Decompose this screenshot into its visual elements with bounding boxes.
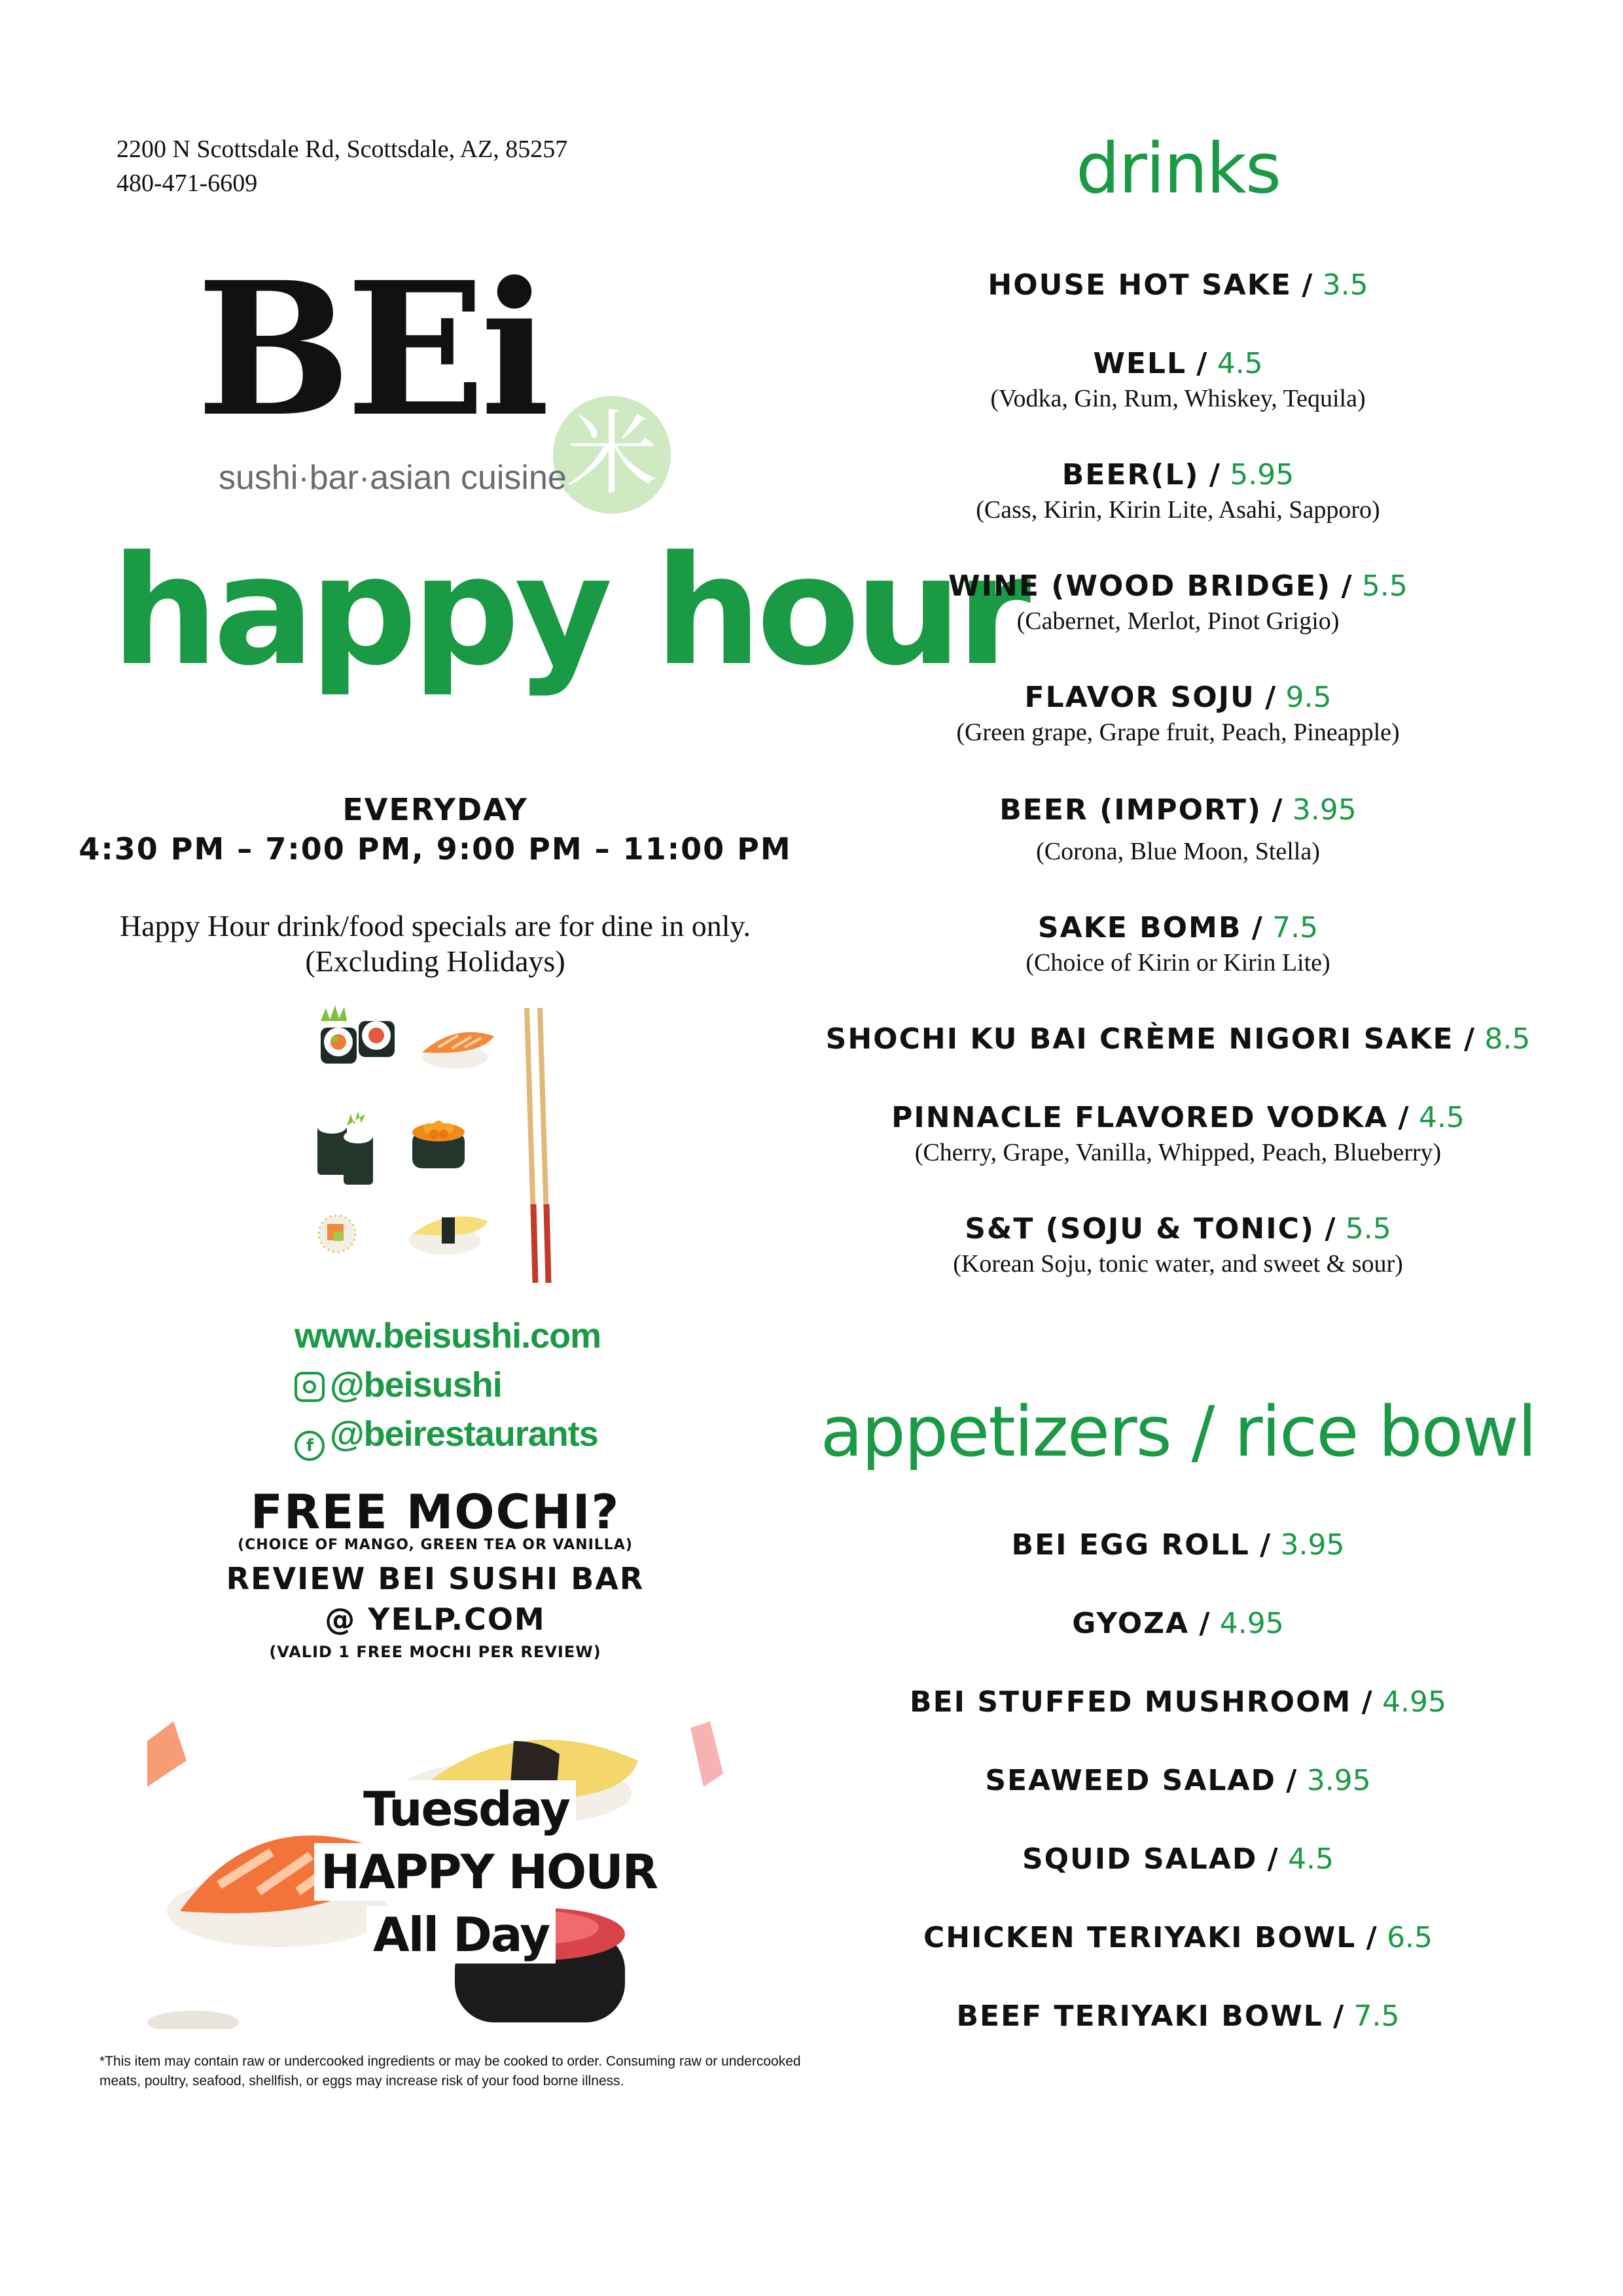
sushi-illustration (308, 1001, 582, 1289)
price-separator: / (1189, 1607, 1220, 1640)
instagram-icon (294, 1372, 325, 1402)
drink-price: 8.5 (1484, 1022, 1531, 1056)
price-separator: / (1275, 1764, 1307, 1797)
drink-name: PINNACLE FLAVORED VODKA (891, 1101, 1389, 1134)
appetizer-name: BEI EGG ROLL (1011, 1528, 1250, 1562)
drink-price: 4.5 (1217, 347, 1263, 380)
price-separator: / (1241, 911, 1273, 944)
drink-price: 4.5 (1418, 1101, 1465, 1134)
drink-description: (Corona, Blue Moon, Stella) (1036, 838, 1320, 865)
logo-wordmark: BEi (196, 242, 545, 457)
happy-hour-days: EVERYDAY (342, 792, 528, 827)
drink-price: 5.5 (1345, 1212, 1391, 1246)
drink-item (785, 1101, 1571, 1167)
drink-item (785, 268, 1571, 302)
drink-name: FLAVOR SOJU (1024, 681, 1255, 714)
instagram-handle[interactable]: @beisushi (330, 1365, 502, 1405)
price-separator: / (1323, 2000, 1354, 2033)
drink-description: (Korean Soju, tonic water, and sweet & sour) (953, 1250, 1403, 1278)
facebook-icon: f (294, 1431, 325, 1461)
drink-description: (Vodka, Gin, Rum, Whiskey, Tequila) (990, 385, 1366, 412)
drink-item (785, 793, 1571, 866)
drink-item (785, 911, 1571, 977)
drink-description: (Cabernet, Merlot, Pinot Grigio) (1016, 607, 1340, 635)
happy-hour-title: happy hour (111, 524, 1026, 699)
appetizer-price: 6.5 (1387, 1921, 1433, 1954)
price-separator: / (1356, 1921, 1387, 1954)
maki-roll-icon (321, 1005, 395, 1064)
drink-item (785, 347, 1571, 413)
price-separator: / (1331, 569, 1362, 603)
drink-name: WELL (1093, 347, 1186, 380)
cucumber-maki-icon (317, 1111, 373, 1185)
tuesday-line2: HAPPY HOUR (314, 1843, 664, 1901)
drink-item (785, 1022, 1571, 1056)
website-link[interactable]: www.beisushi.com (294, 1316, 601, 1355)
drink-item (785, 681, 1571, 747)
phone-number: 480-471-6609 (116, 170, 258, 197)
price-separator: / (1351, 1685, 1382, 1719)
tamago-nigiri-icon (409, 1216, 488, 1255)
logo-kanji: 米 (565, 401, 658, 508)
tuesday-line3: All Day (366, 1906, 556, 1964)
appetizer-name: BEEF TERIYAKI BOWL (956, 2000, 1323, 2033)
price-separator: / (1291, 268, 1323, 302)
appetizer-price: 4.95 (1382, 1685, 1446, 1719)
appetizer-item (785, 2000, 1571, 2033)
mochi-choice: (CHOICE OF MANGO, GREEN TEA OR VANILLA) (238, 1537, 633, 1553)
drink-name: HOUSE HOT SAKE (988, 268, 1292, 302)
appetizer-item (785, 1607, 1571, 1640)
drink-price: 5.95 (1230, 458, 1294, 492)
tuesday-banner (147, 1715, 723, 2029)
price-separator: / (1199, 458, 1230, 492)
logo-tagline: sushi·bar·asian cuisine (219, 459, 567, 497)
address-block (116, 132, 567, 200)
appetizer-price: 3.95 (1280, 1528, 1345, 1562)
mochi-yelp: @ YELP.COM (325, 1602, 546, 1637)
appetizers-title: appetizers / rice bowl (820, 1391, 1536, 1472)
price-separator: / (1255, 681, 1286, 714)
chopsticks-icon (527, 1008, 548, 1283)
ikura-gunkan-icon (412, 1121, 465, 1168)
appetizer-name: SEAWEED SALAD (985, 1764, 1276, 1797)
drink-item (785, 569, 1571, 636)
appetizer-name: CHICKEN TERIYAKI BOWL (923, 1921, 1357, 1954)
instagram-row[interactable] (294, 1365, 502, 1405)
appetizer-name: SQUID SALAD (1022, 1842, 1258, 1876)
price-separator: / (1388, 1101, 1419, 1134)
price-separator: / (1186, 347, 1217, 380)
drink-description: (Cass, Kirin, Kirin Lite, Asahi, Sapporo) (976, 496, 1380, 524)
drink-price: 9.5 (1285, 681, 1332, 714)
drink-price: 3.95 (1292, 793, 1357, 827)
drink-item (785, 1212, 1571, 1278)
drink-name: BEER (IMPORT) (999, 793, 1262, 827)
happy-hour-times: 4:30 PM – 7:00 PM, 9:00 PM – 11:00 PM (79, 831, 792, 867)
appetizer-item (785, 1921, 1571, 1954)
drink-name: WINE (WOOD BRIDGE) (948, 569, 1332, 603)
mochi-valid: (VALID 1 FREE MOCHI PER REVIEW) (269, 1643, 601, 1661)
dine-in-note: Happy Hour drink/food specials are for dine in only. (119, 909, 751, 942)
tuesday-line1: Tuesday (357, 1780, 576, 1838)
drink-name: S&T (SOJU & TONIC) (965, 1212, 1315, 1246)
disclaimer: *This item may contain raw or undercooked ingredients or may be cooked to order. Consuming raw or undercooked meats, poultry, seafood, shellfish, or eggs may increase risk of your food borne illness. (99, 2054, 801, 2089)
facebook-row[interactable] (294, 1414, 598, 1461)
drinks-title: drinks (1075, 128, 1281, 209)
appetizer-name: BEI STUFFED MUSHROOM (910, 1685, 1352, 1719)
price-separator: / (1257, 1842, 1289, 1876)
appetizer-item (785, 1685, 1571, 1719)
facebook-handle[interactable]: @beirestaurants (330, 1414, 598, 1454)
price-separator: / (1262, 793, 1293, 827)
appetizer-item (785, 1842, 1571, 1876)
appetizer-item (785, 1764, 1571, 1797)
drink-name: SAKE BOMB (1037, 911, 1242, 944)
drink-price: 5.5 (1361, 569, 1408, 603)
appetizer-price: 7.5 (1353, 2000, 1400, 2033)
drink-price: 3.5 (1322, 268, 1368, 302)
drink-name: BEER(L) (1061, 458, 1200, 492)
drink-item (785, 458, 1571, 524)
mochi-review: REVIEW BEI SUSHI BAR (226, 1561, 645, 1596)
drink-description: (Cherry, Grape, Vanilla, Whipped, Peach, Blueberry) (914, 1139, 1442, 1166)
appetizer-name: GYOZA (1072, 1607, 1190, 1640)
appetizer-price: 4.95 (1219, 1607, 1284, 1640)
uramaki-icon (319, 1215, 355, 1252)
price-separator: / (1315, 1212, 1346, 1246)
free-mochi-title: FREE MOCHI? (250, 1484, 620, 1539)
drink-price: 7.5 (1272, 911, 1319, 944)
appetizer-price: 3.95 (1306, 1764, 1371, 1797)
drink-description: (Choice of Kirin or Kirin Lite) (1026, 949, 1330, 977)
salmon-nigiri-icon (422, 1032, 494, 1069)
price-separator: / (1454, 1022, 1485, 1056)
price-separator: / (1249, 1528, 1281, 1562)
appetizer-item (785, 1528, 1571, 1562)
address-line: 2200 N Scottsdale Rd, Scottsdale, AZ, 85257 (116, 135, 568, 163)
appetizer-price: 4.5 (1288, 1842, 1334, 1876)
drink-name: SHOCHI KU BAI CRÈME NIGORI SAKE (825, 1022, 1454, 1056)
drink-description: (Green grape, Grape fruit, Peach, Pineapple) (956, 719, 1400, 746)
holiday-note: (Excluding Holidays) (305, 944, 565, 978)
